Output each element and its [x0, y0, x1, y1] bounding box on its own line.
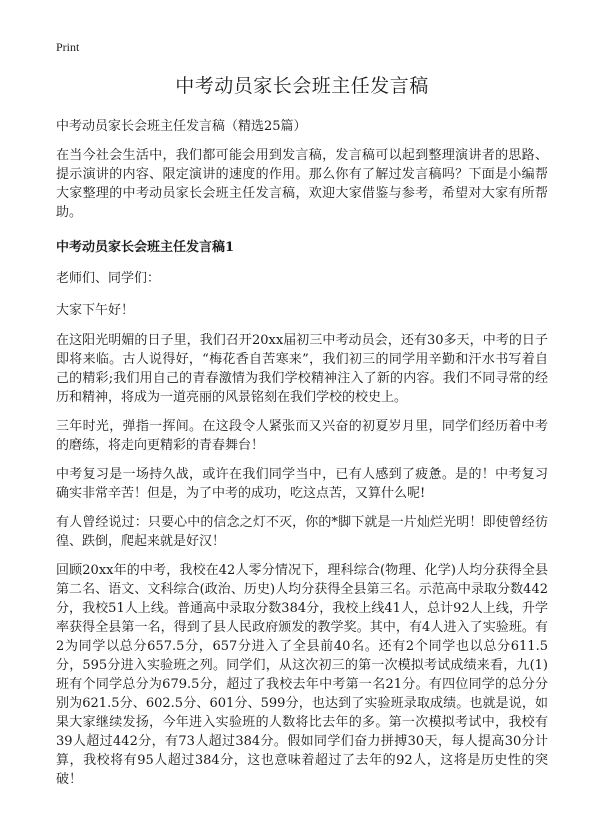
- print-link[interactable]: Print: [56, 40, 80, 54]
- intro-paragraph: 在当今社会生活中，我们都可能会用到发言稿，发言稿可以起到整理演讲者的思路、提示演讲的内容、限定演讲的速度的作用。那么你有了解过发言稿吗？下面是小编帮大家整理的中考动员家长会班主任发言稿，欢迎大家借鉴与参考，希望对大家有所帮助。: [56, 148, 548, 220]
- body-paragraph: 回顾20xx年的中考，我校在42人零分情况下，理科综合(物理、化学)人均分获得全县第二名、语文、文科综合(政治、历史)人均分获得全县第三名。示范高中录取分数442分，我校51人上线。普通高中录取分数384分，我校上线41人，总计92人上线，升学率获得全县第一名，得到了县人民政府颁发的教学奖。其中，有4人进入了实验班。有2为同学以总分657.5分，657分进入了全县前40名。还有2个同学也以总分611.5分，595分进入实验班之列。同学们，从这次初三的第一次模拟考试成绩来看，九(1)班有个同学总分为679.5分，超过了我校去年中考第一名21分。有四位同学的总分分别为621.5分、602.5分、601分、599分，也达到了实验班录取成绩。也就是说，如果大家继续发扬，今年进入实验班的人数将比去年的多。第一次模拟考试中，我校有39人超过442分，有73人超过384分。假如同学们奋力拼搏30天，每人提高30分计算，我校将有95人超过384分，这也意味着超过了去年的92人，这将是历史性的突破！: [56, 563, 548, 787]
- body-paragraph: 中考复习是一场持久战，或许在我们同学当中，已有人感到了疲惫。是的！中考复习确实非常辛苦！但是，为了中考的成功，吃这点苦，又算什么呢!: [56, 467, 548, 501]
- body-paragraph: 三年时光，弹指一挥间。在这段令人紧张而又兴奋的初夏岁月里，同学们经历着中考的磨练，将走向更精彩的青春舞台！: [56, 419, 548, 453]
- document-subtitle: 中考动员家长会班主任发言稿（精选25篇）: [56, 119, 307, 134]
- section-heading: 中考动员家长会班主任发言稿1: [56, 240, 235, 255]
- greeting-audience: 老师们、同学们：: [56, 271, 161, 286]
- body-paragraph: 在这阳光明媚的日子里，我们召开20xx届初三中考动员会，还有30多天，中考的日子即将来临。古人说得好，“梅花香自苦寒来”，我们初三的同学用辛勤和汗水书写着自己的精彩;我们用自己的青春激情为我们学校精神注入了新的内容。我们不同寻常的经历和精神，将成为一道亮丽的风景铭刻在我们学校的校史上。: [56, 333, 548, 405]
- body-paragraph: 有人曾经说过：只要心中的信念之灯不灭，你的*脚下就是一片灿烂光明！即使曾经彷徨、跌倒，爬起来就是好汉！: [56, 515, 548, 549]
- greeting-afternoon: 大家下午好！: [56, 303, 135, 318]
- document-title: 中考动员家长会班主任发言稿: [175, 75, 429, 97]
